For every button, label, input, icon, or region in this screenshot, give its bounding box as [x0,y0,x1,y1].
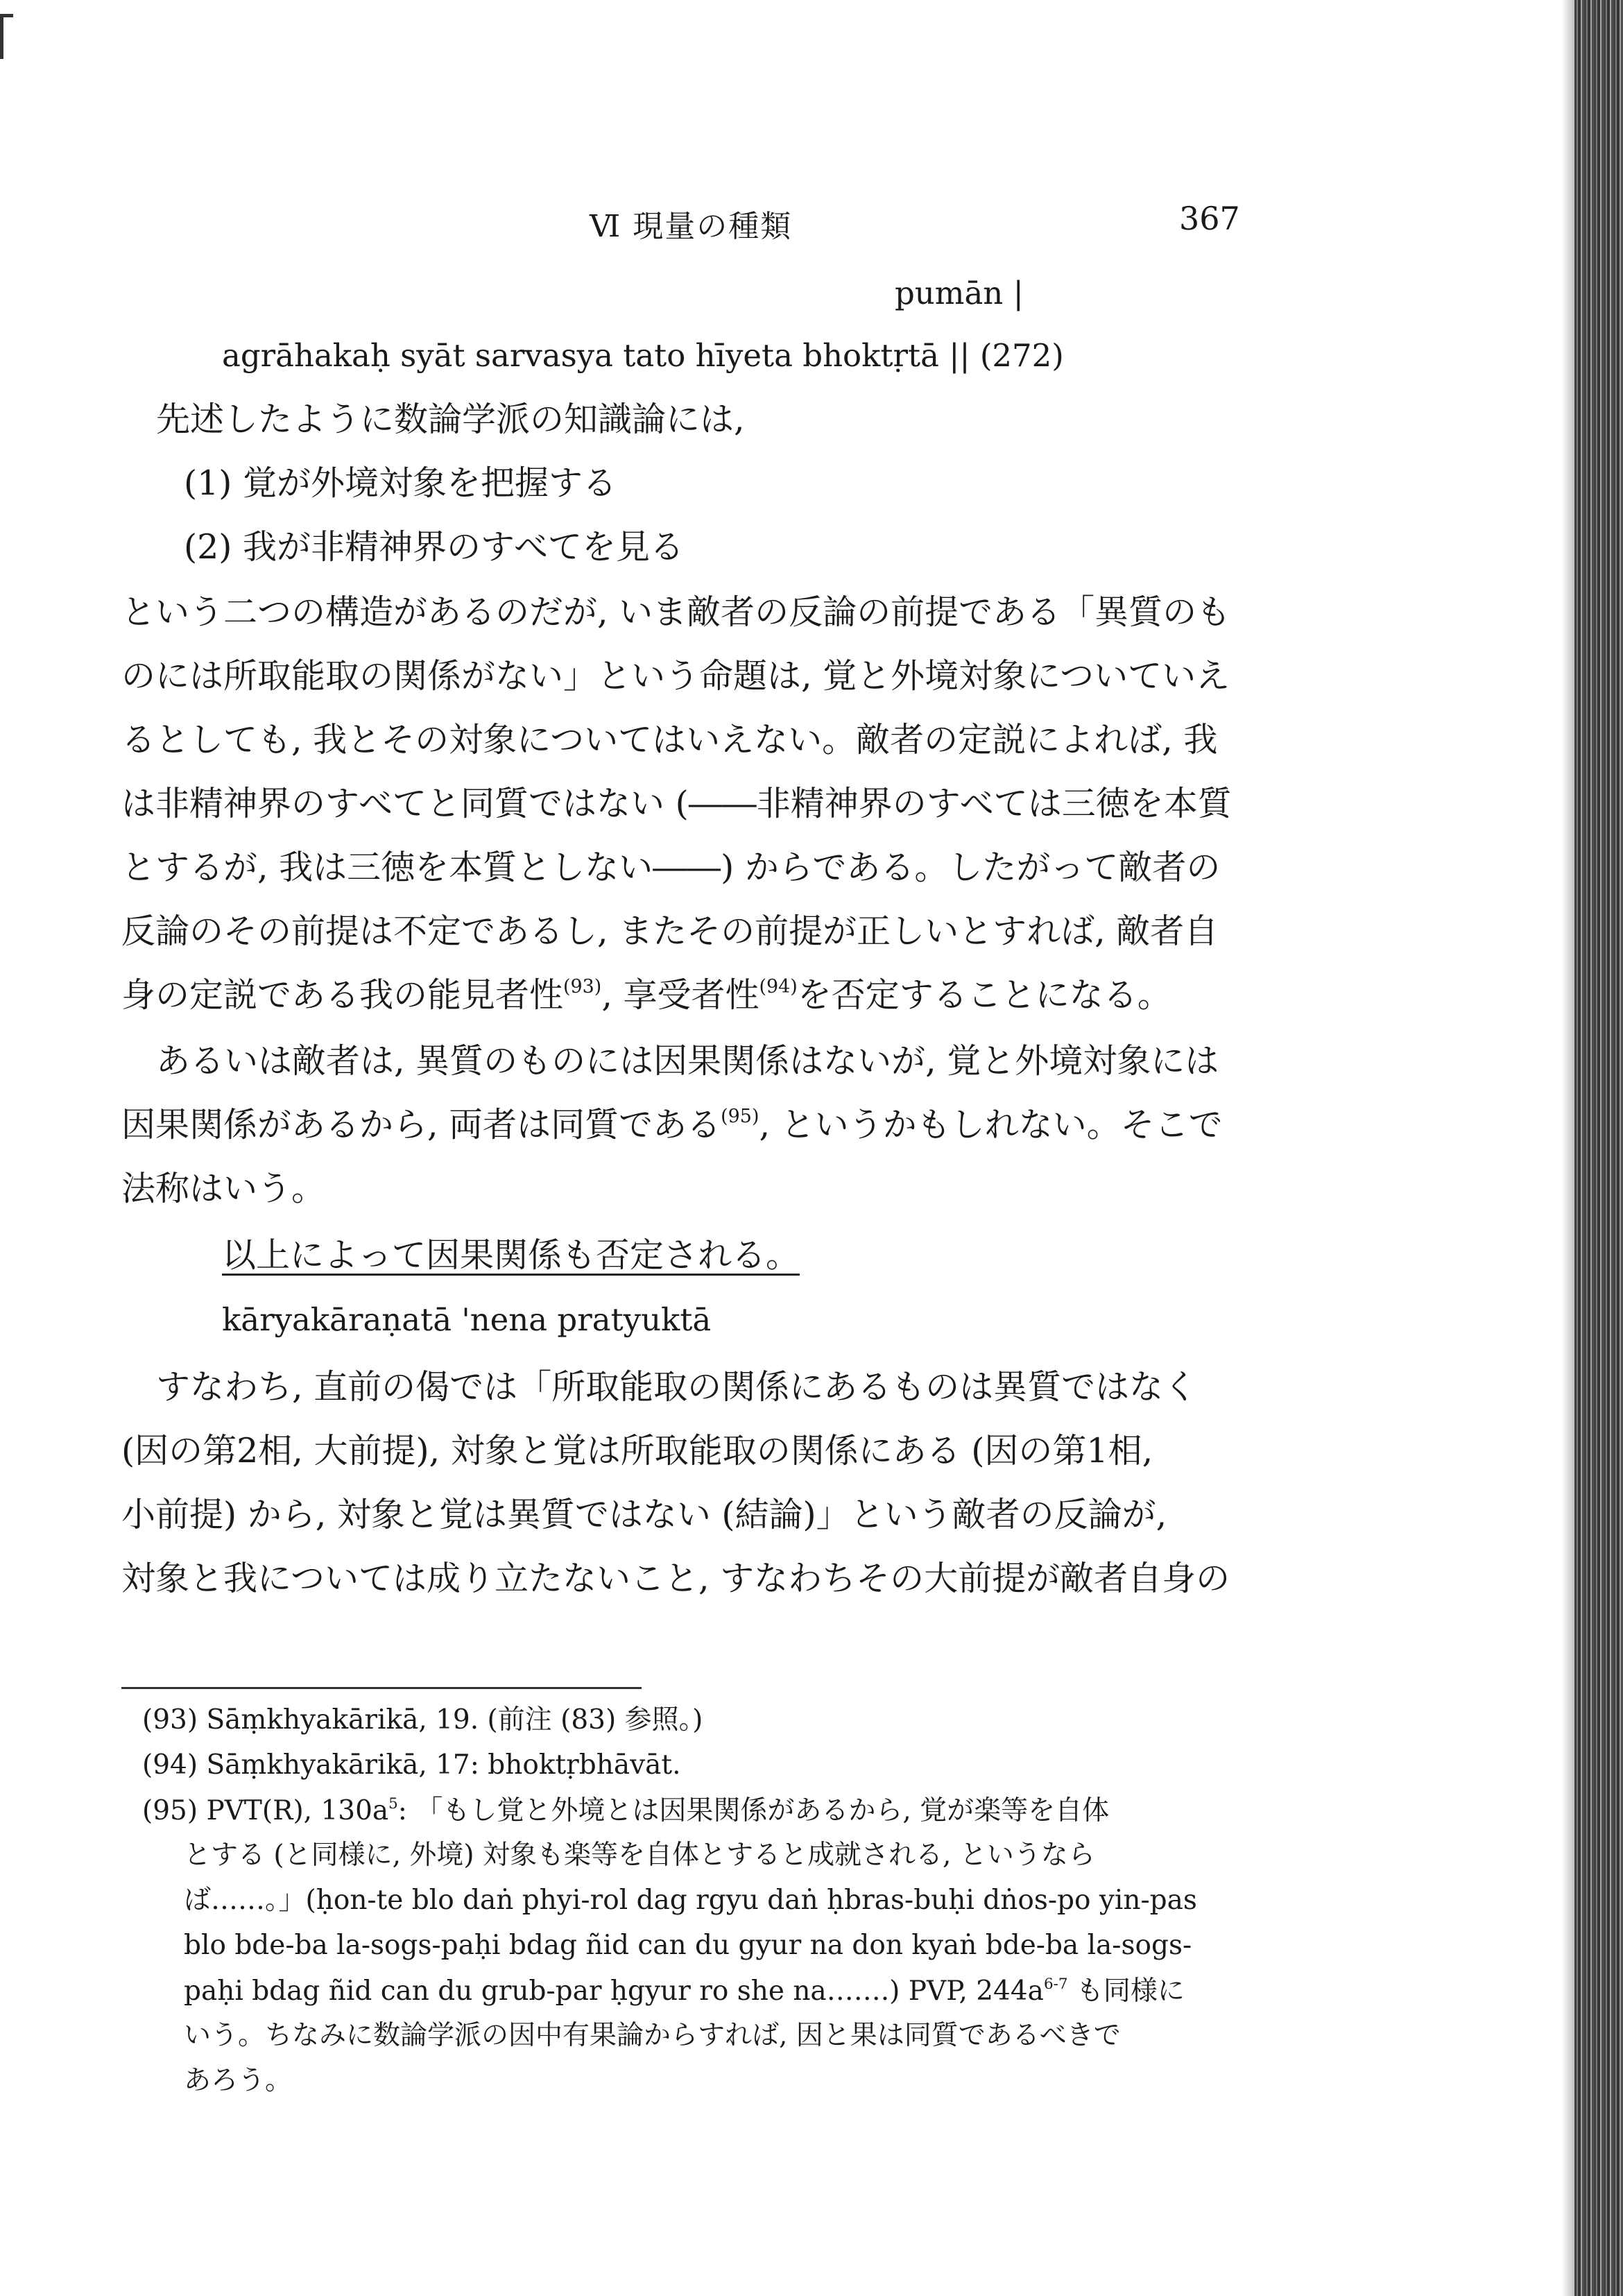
body-line: (因の第2相, 大前提), 対象と覚は所取能取の関係にある (因の第1相, [121,1431,1153,1471]
footnote-text: も同様に [1067,1976,1185,2007]
body-text: , 享受者性 [601,975,759,1016]
footnote-text: paḥi bdag ñid can du grub-par ḥgyur ro she na…….) PVP, 244a [184,1976,1044,2007]
body-line: 対象と我については成り立たないこと, すなわちその大前提が敵者自身の [121,1559,1230,1598]
body-text: を否定することになる。 [797,975,1171,1016]
scan-corner-mark [0,14,13,59]
footnote-text: (95) PVT(R), 130a [142,1795,389,1827]
footnote-rule [121,1687,642,1689]
body-line: という二つの構造があるのだが, いま敵者の反論の前提である「異質のも [121,592,1231,632]
footnote-95-line: いう。ちなみに数論学派の因中有果論からすれば, 因と果は同質であるべきで [184,2020,1121,2051]
footnote-ref-93: (93) [563,976,602,997]
body-text: 身の定説である我の能見者性 [121,975,564,1016]
body-line: 法称はいう。 [121,1169,326,1208]
body-line: すなわち, 直前の偈では「所取能取の関係にあるものは異質ではなく [156,1367,1198,1407]
footnote-95-line: blo bde-ba la-sogs-paḥi bdag ñid can du gyur na don kyaṅ bde-ba la-sogs- [184,1930,1192,1961]
body-line [121,1105,1223,1145]
footnote-94: (94) Sāṃkhyakārikā, 17: bhoktṛbhāvāt. [142,1749,681,1781]
quote-japanese [222,1235,800,1275]
quote-japanese-text: 以上によって因果関係も否定される。 [222,1235,800,1275]
footnote-ref-95: (95) [721,1106,759,1127]
paragraph-intro: 先述したように数論学派の知識論には, [156,400,745,439]
footnote-95-line: あろう。 [184,2065,293,2096]
verse-line-1: pumān | [895,275,1024,311]
body-text: , というかもしれない。そこで [759,1105,1223,1145]
scan-gutter [1574,0,1623,2296]
running-header-chapter: Ⅵ 現量の種類 [590,209,793,244]
footnote-text: : 「もし覚と外境とは因果関係があるから, 覚が楽等を自体 [397,1795,1110,1827]
body-line: 小前提) から, 対象と覚は異質ではない (結論)」という敵者の反論が, [121,1495,1167,1534]
quote-sanskrit: kāryakāraṇatā 'nena pratyuktā [222,1301,712,1338]
body-line: とするが, 我は三徳を本質としない――) からである。したがって敵者の [121,848,1221,887]
body-line: るとしても, 我とその対象についてはいえない。敵者の定説によれば, 我 [121,720,1218,760]
body-text: 因果関係があるから, 両者は同質である [121,1105,721,1145]
body-line: 反論のその前提は不定であるし, またその前提が正しいとすれば, 敵者自 [121,911,1219,951]
footnote-ref-94: (94) [759,976,798,997]
body-line [121,975,1171,1016]
footnote-93: (93) Sāṃkhyakārikā, 19. (前注 (83) 参照。) [142,1704,703,1736]
footnote-superscript: 6-7 [1043,1976,1068,1993]
list-item-1: (1) 覚が外境対象を把握する [184,463,617,503]
footnote-95-line [184,1977,1185,2005]
body-line: あるいは敵者は, 異質のものには因果関係はないが, 覚と外境対象には [156,1041,1219,1081]
footnote-95-line: ば……。」(ḥon-te blo daṅ phyi-rol dag rgyu daṅ ḥbras-buḥi dṅos-po yin-pas [184,1885,1197,1916]
body-line: のには所取能取の関係がない」という命題は, 覚と外境対象についていえ [121,656,1230,696]
list-item-2: (2) 我が非精神界のすべてを見る [184,527,685,567]
verse-line-2: agrāhakaḥ syāt sarvasya tato hīyeta bhoktṛtā || (272) [222,337,1064,374]
page-number: 367 [1179,200,1240,237]
footnote-superscript: 5 [388,1795,398,1813]
scan-gutter-shade [1562,0,1574,2296]
footnote-95-line: とする (と同様に, 外境) 対象も楽等を自体とすると成就される, というなら [184,1840,1095,1871]
footnote-95-line [142,1795,1110,1827]
body-line: は非精神界のすべてと同質ではない (――非精神界のすべては三徳を本質 [121,784,1232,823]
